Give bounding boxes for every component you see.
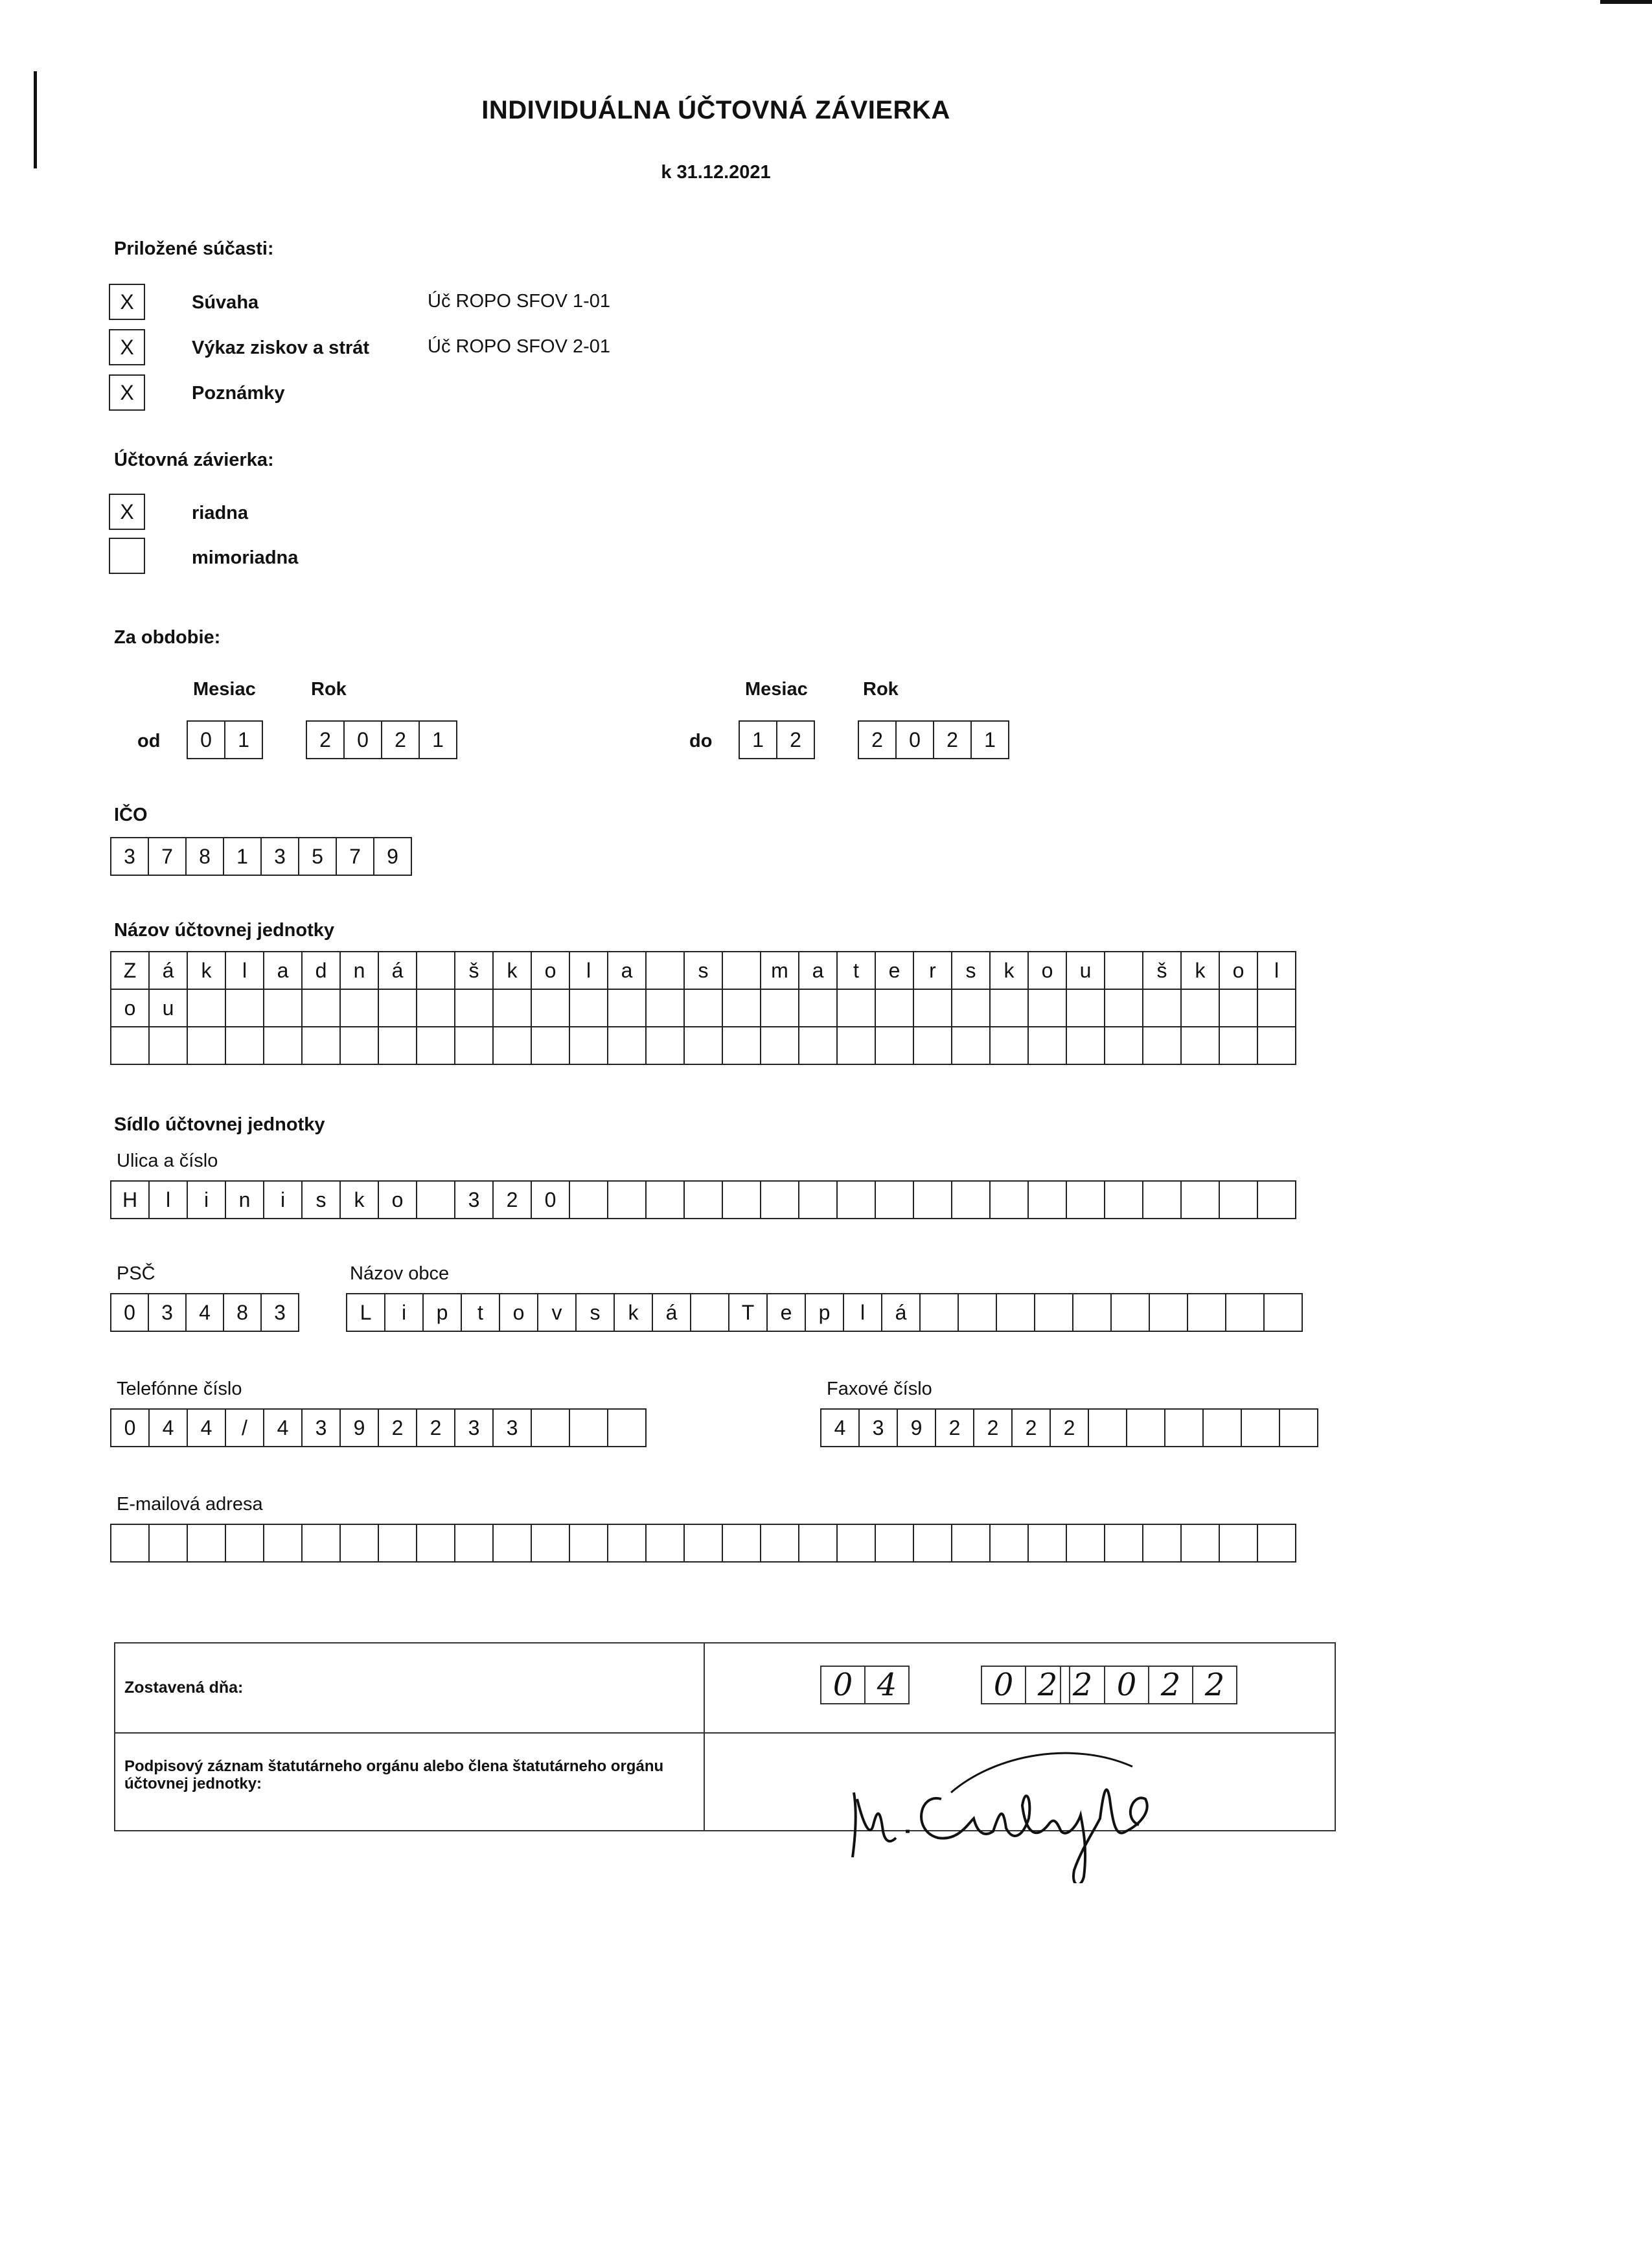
char-cell[interactable] — [1164, 1408, 1204, 1447]
char-cell[interactable]: 2 — [973, 1408, 1013, 1447]
compiled-day-grid[interactable] — [821, 1666, 910, 1704]
char-cell[interactable] — [1279, 1408, 1318, 1447]
checkbox-vykaz[interactable]: X — [109, 329, 145, 365]
char-cell[interactable] — [1219, 1524, 1258, 1563]
char-cell[interactable] — [836, 1180, 876, 1219]
char-cell[interactable]: k — [339, 1180, 379, 1219]
char-cell[interactable] — [798, 1180, 838, 1219]
char-cell[interactable] — [1202, 1408, 1242, 1447]
digit-cell[interactable]: 1 — [739, 720, 777, 759]
char-cell[interactable] — [569, 1408, 608, 1447]
char-cell[interactable]: 0 — [110, 1293, 149, 1332]
char-cell[interactable]: T — [728, 1293, 768, 1332]
compiled-month-grid[interactable] — [982, 1666, 1070, 1704]
char-cell[interactable] — [1257, 1524, 1296, 1563]
char-cell[interactable] — [1180, 1026, 1220, 1065]
char-cell[interactable] — [301, 1026, 341, 1065]
char-cell[interactable] — [187, 1524, 226, 1563]
char-cell[interactable] — [454, 1026, 494, 1065]
char-cell[interactable] — [225, 1026, 264, 1065]
char-cell[interactable] — [1142, 989, 1182, 1027]
char-cell[interactable] — [1219, 1180, 1258, 1219]
char-cell[interactable] — [645, 1180, 685, 1219]
char-cell[interactable] — [798, 989, 838, 1027]
char-cell[interactable]: á — [148, 951, 188, 990]
char-cell[interactable] — [110, 1026, 150, 1065]
char-cell[interactable] — [722, 1026, 761, 1065]
char-cell[interactable] — [996, 1293, 1035, 1332]
char-cell[interactable]: l — [569, 951, 608, 990]
char-cell[interactable] — [569, 1524, 608, 1563]
from-month-grid[interactable] — [187, 720, 263, 759]
digit-cell[interactable]: 2 — [776, 720, 815, 759]
signature-label-line-2: účtovnej jednotky: — [124, 1775, 262, 1793]
page-subtitle-date: k 31.12.2021 — [661, 162, 771, 183]
char-cell[interactable] — [110, 1524, 150, 1563]
to-label: do — [689, 731, 713, 751]
char-cell[interactable] — [1126, 1408, 1165, 1447]
checkbox-suvaha[interactable]: X — [109, 284, 145, 320]
char-cell[interactable] — [225, 1524, 264, 1563]
char-cell[interactable] — [1187, 1293, 1226, 1332]
char-cell[interactable] — [263, 1524, 303, 1563]
char-cell[interactable] — [1257, 1026, 1296, 1065]
char-cell[interactable]: / — [225, 1408, 264, 1447]
char-cell[interactable]: 7 — [148, 837, 187, 876]
char-cell[interactable] — [531, 1524, 570, 1563]
char-cell[interactable]: t — [836, 951, 876, 990]
char-cell[interactable] — [989, 1180, 1029, 1219]
char-cell[interactable]: 4 — [185, 1293, 224, 1332]
char-cell[interactable]: 1 — [223, 837, 262, 876]
handwritten-digit[interactable]: 2 — [1192, 1666, 1237, 1704]
char-cell[interactable] — [683, 1524, 723, 1563]
char-cell[interactable] — [760, 989, 799, 1027]
char-cell[interactable] — [187, 989, 226, 1027]
char-cell[interactable]: 7 — [336, 837, 374, 876]
char-cell[interactable] — [148, 1524, 188, 1563]
char-cell[interactable]: 9 — [897, 1408, 936, 1447]
char-cell[interactable] — [1104, 1524, 1143, 1563]
city-label: Názov obce — [350, 1263, 450, 1284]
char-cell[interactable]: 2 — [935, 1408, 974, 1447]
char-cell[interactable]: l — [148, 1180, 188, 1219]
char-cell[interactable]: 3 — [260, 1293, 299, 1332]
char-cell[interactable]: i — [187, 1180, 226, 1219]
char-cell[interactable] — [339, 989, 379, 1027]
char-cell[interactable]: 5 — [298, 837, 337, 876]
attachment-name-vykaz: Výkaz ziskov a strát — [192, 338, 370, 358]
entity-name-row-3[interactable] — [110, 1026, 1296, 1065]
psc-grid[interactable] — [110, 1293, 299, 1332]
char-cell[interactable] — [378, 1524, 417, 1563]
signature-label — [124, 1758, 694, 1793]
char-cell[interactable]: e — [766, 1293, 806, 1332]
char-cell[interactable] — [1219, 1026, 1258, 1065]
char-cell[interactable] — [569, 1026, 608, 1065]
handwritten-digit[interactable]: 4 — [864, 1666, 910, 1704]
char-cell[interactable] — [339, 1026, 379, 1065]
char-cell[interactable]: p — [805, 1293, 844, 1332]
phone-label: Telefónne číslo — [117, 1379, 242, 1399]
psc-label: PSČ — [117, 1263, 155, 1284]
char-cell[interactable] — [1066, 1026, 1105, 1065]
char-cell[interactable]: i — [263, 1180, 303, 1219]
char-cell[interactable]: m — [760, 951, 799, 990]
char-cell[interactable] — [1034, 1293, 1073, 1332]
entity-name-row-2[interactable] — [110, 989, 1296, 1027]
char-cell[interactable]: a — [263, 951, 303, 990]
char-cell[interactable] — [875, 1026, 914, 1065]
char-cell[interactable] — [1027, 1026, 1067, 1065]
handwritten-digit[interactable]: 2 — [1148, 1666, 1193, 1704]
char-cell[interactable] — [1142, 1524, 1182, 1563]
from-label: od — [137, 731, 161, 751]
char-cell[interactable]: L — [346, 1293, 385, 1332]
char-cell[interactable]: i — [384, 1293, 424, 1332]
char-cell[interactable]: 9 — [339, 1408, 379, 1447]
checkbox-riadna[interactable]: X — [109, 494, 145, 530]
char-cell[interactable]: l — [843, 1293, 882, 1332]
char-cell[interactable]: 9 — [373, 837, 412, 876]
seat-heading: Sídlo účtovnej jednotky — [114, 1114, 325, 1135]
signature-box — [114, 1642, 1336, 1831]
char-cell[interactable] — [454, 989, 494, 1027]
char-cell[interactable] — [569, 1180, 608, 1219]
char-cell[interactable] — [607, 1408, 647, 1447]
char-cell[interactable] — [645, 1524, 685, 1563]
compiled-date-label: Zostavená dňa: — [124, 1678, 244, 1697]
char-cell[interactable]: k — [989, 951, 1029, 990]
char-cell[interactable] — [645, 1026, 685, 1065]
digit-cell[interactable]: 0 — [895, 720, 934, 759]
char-cell[interactable] — [1257, 1180, 1296, 1219]
char-cell[interactable] — [989, 989, 1029, 1027]
char-cell[interactable] — [1104, 989, 1143, 1027]
char-cell[interactable]: 3 — [454, 1180, 494, 1219]
char-cell[interactable] — [836, 1026, 876, 1065]
char-cell[interactable] — [951, 1180, 991, 1219]
char-cell[interactable]: v — [537, 1293, 577, 1332]
phone-grid[interactable] — [110, 1408, 647, 1447]
char-cell[interactable]: o — [499, 1293, 538, 1332]
char-cell[interactable] — [531, 1026, 570, 1065]
char-cell[interactable]: u — [1066, 951, 1105, 990]
char-cell[interactable]: k — [1180, 951, 1220, 990]
char-cell[interactable]: 3 — [148, 1293, 187, 1332]
char-cell[interactable]: 4 — [187, 1408, 226, 1447]
from-year-grid[interactable] — [306, 720, 457, 759]
char-cell[interactable] — [492, 989, 532, 1027]
char-cell[interactable]: s — [575, 1293, 615, 1332]
char-cell[interactable] — [225, 989, 264, 1027]
char-cell[interactable] — [951, 989, 991, 1027]
char-cell[interactable] — [798, 1026, 838, 1065]
char-cell[interactable] — [951, 1026, 991, 1065]
to-year-label: Rok — [863, 679, 899, 700]
digit-cell[interactable]: 1 — [224, 720, 263, 759]
char-cell[interactable] — [875, 989, 914, 1027]
char-cell[interactable] — [531, 989, 570, 1027]
char-cell[interactable]: s — [301, 1180, 341, 1219]
char-cell[interactable] — [416, 1180, 455, 1219]
char-cell[interactable] — [989, 1524, 1029, 1563]
char-cell[interactable] — [607, 989, 647, 1027]
char-cell[interactable] — [378, 989, 417, 1027]
from-year-label: Rok — [311, 679, 347, 700]
char-cell[interactable] — [690, 1293, 729, 1332]
char-cell[interactable]: 4 — [820, 1408, 860, 1447]
fax-label: Faxové číslo — [827, 1379, 932, 1399]
char-cell[interactable] — [1027, 1180, 1067, 1219]
handwritten-digit[interactable]: 0 — [820, 1666, 866, 1704]
char-cell[interactable] — [836, 989, 876, 1027]
char-cell[interactable] — [1180, 989, 1220, 1027]
char-cell[interactable] — [760, 1524, 799, 1563]
digit-cell[interactable]: 2 — [933, 720, 972, 759]
char-cell[interactable]: á — [881, 1293, 921, 1332]
char-cell[interactable]: r — [913, 951, 952, 990]
char-cell[interactable]: o — [110, 989, 150, 1027]
checkbox-mimoriadna[interactable] — [109, 538, 145, 574]
char-cell[interactable] — [607, 1524, 647, 1563]
char-cell[interactable]: 2 — [492, 1180, 532, 1219]
char-cell[interactable]: n — [225, 1180, 264, 1219]
char-cell[interactable]: š — [1142, 951, 1182, 990]
char-cell[interactable] — [875, 1524, 914, 1563]
char-cell[interactable]: o — [378, 1180, 417, 1219]
char-cell[interactable] — [1110, 1293, 1150, 1332]
char-cell[interactable] — [1072, 1293, 1112, 1332]
char-cell[interactable] — [416, 1524, 455, 1563]
char-cell[interactable]: 8 — [223, 1293, 262, 1332]
city-grid[interactable] — [346, 1293, 1303, 1332]
char-cell[interactable] — [1142, 1180, 1182, 1219]
signature-box-column-divider — [704, 1644, 705, 1830]
char-cell[interactable] — [645, 951, 685, 990]
char-cell[interactable] — [951, 1524, 991, 1563]
char-cell[interactable]: 4 — [263, 1408, 303, 1447]
char-cell[interactable] — [683, 1180, 723, 1219]
char-cell[interactable]: s — [951, 951, 991, 990]
char-cell[interactable] — [187, 1026, 226, 1065]
attachment-code-suvaha: Úč ROPO SFOV 1-01 — [428, 291, 611, 312]
char-cell[interactable]: e — [875, 951, 914, 990]
attachment-name-poznamky: Poznámky — [192, 383, 285, 404]
char-cell[interactable]: l — [225, 951, 264, 990]
char-cell[interactable]: k — [187, 951, 226, 990]
char-cell[interactable] — [836, 1524, 876, 1563]
char-cell[interactable] — [1104, 1180, 1143, 1219]
char-cell[interactable]: a — [607, 951, 647, 990]
char-cell[interactable] — [683, 989, 723, 1027]
char-cell[interactable]: 8 — [185, 837, 224, 876]
to-month-grid[interactable] — [739, 720, 815, 759]
char-cell[interactable]: l — [1257, 951, 1296, 990]
handwritten-signature — [828, 1728, 1243, 1883]
char-cell[interactable] — [1180, 1524, 1220, 1563]
email-grid[interactable] — [110, 1524, 1296, 1563]
char-cell[interactable] — [919, 1293, 959, 1332]
char-cell[interactable] — [531, 1408, 570, 1447]
char-cell[interactable] — [913, 1180, 952, 1219]
char-cell[interactable]: H — [110, 1180, 150, 1219]
char-cell[interactable]: s — [683, 951, 723, 990]
entity-name-heading: Názov účtovnej jednotky — [114, 920, 335, 941]
char-cell[interactable]: Z — [110, 951, 150, 990]
char-cell[interactable]: 4 — [148, 1408, 188, 1447]
char-cell[interactable]: d — [301, 951, 341, 990]
attachment-name-suvaha: Súvaha — [192, 292, 259, 313]
digit-cell[interactable]: 1 — [970, 720, 1009, 759]
char-cell[interactable]: 3 — [492, 1408, 532, 1447]
char-cell[interactable] — [1027, 1524, 1067, 1563]
fax-grid[interactable] — [820, 1408, 1318, 1447]
char-cell[interactable] — [913, 1026, 952, 1065]
char-cell[interactable]: 2 — [1011, 1408, 1051, 1447]
char-cell[interactable]: a — [798, 951, 838, 990]
scan-edge-mark — [1600, 0, 1652, 4]
char-cell[interactable]: k — [492, 951, 532, 990]
char-cell[interactable] — [263, 989, 303, 1027]
char-cell[interactable]: u — [148, 989, 188, 1027]
char-cell[interactable] — [722, 1524, 761, 1563]
char-cell[interactable] — [1257, 989, 1296, 1027]
char-cell[interactable] — [913, 1524, 952, 1563]
char-cell[interactable] — [958, 1293, 997, 1332]
char-cell[interactable]: o — [531, 951, 570, 990]
ico-heading: IČO — [114, 805, 148, 825]
char-cell[interactable] — [339, 1524, 379, 1563]
char-cell[interactable] — [1180, 1180, 1220, 1219]
char-cell[interactable] — [492, 1524, 532, 1563]
char-cell[interactable]: á — [378, 951, 417, 990]
char-cell[interactable]: 3 — [110, 837, 149, 876]
char-cell[interactable] — [1225, 1293, 1265, 1332]
char-cell[interactable] — [378, 1026, 417, 1065]
char-cell[interactable] — [1104, 951, 1143, 990]
char-cell[interactable] — [722, 1180, 761, 1219]
checkbox-poznamky[interactable]: X — [109, 374, 145, 411]
char-cell[interactable] — [722, 951, 761, 990]
char-cell[interactable]: o — [1219, 951, 1258, 990]
ico-grid[interactable] — [110, 837, 412, 876]
handwritten-digit[interactable]: 0 — [1104, 1666, 1149, 1704]
char-cell[interactable] — [760, 1026, 799, 1065]
char-cell[interactable]: 3 — [454, 1408, 494, 1447]
char-cell[interactable] — [1066, 1524, 1105, 1563]
digit-cell[interactable]: 0 — [187, 720, 225, 759]
handwritten-digit[interactable]: 0 — [981, 1666, 1026, 1704]
char-cell[interactable] — [989, 1026, 1029, 1065]
char-cell[interactable] — [1027, 989, 1067, 1027]
char-cell[interactable] — [760, 1180, 799, 1219]
char-cell[interactable] — [722, 989, 761, 1027]
char-cell[interactable]: 0 — [110, 1408, 150, 1447]
digit-cell[interactable]: 2 — [858, 720, 897, 759]
char-cell[interactable] — [416, 989, 455, 1027]
char-cell[interactable] — [645, 989, 685, 1027]
char-cell[interactable] — [1066, 1180, 1105, 1219]
char-cell[interactable] — [875, 1180, 914, 1219]
street-grid[interactable] — [110, 1180, 1296, 1219]
char-cell[interactable] — [416, 951, 455, 990]
char-cell[interactable] — [301, 1524, 341, 1563]
handwritten-digit[interactable]: 2 — [1060, 1666, 1105, 1704]
char-cell[interactable] — [1066, 989, 1105, 1027]
char-cell[interactable]: 2 — [1050, 1408, 1089, 1447]
char-cell[interactable] — [1241, 1408, 1280, 1447]
char-cell[interactable]: š — [454, 951, 494, 990]
digit-cell[interactable]: 1 — [419, 720, 457, 759]
char-cell[interactable] — [607, 1180, 647, 1219]
char-cell[interactable] — [798, 1524, 838, 1563]
char-cell[interactable] — [683, 1026, 723, 1065]
handwritten-digit[interactable]: 2 — [1025, 1666, 1070, 1704]
char-cell[interactable] — [454, 1524, 494, 1563]
digit-cell[interactable]: 2 — [306, 720, 345, 759]
attachment-code-vykaz: Úč ROPO SFOV 2-01 — [428, 336, 611, 357]
char-cell[interactable] — [1263, 1293, 1303, 1332]
char-cell[interactable]: o — [1027, 951, 1067, 990]
closing-option-riadna: riadna — [192, 503, 249, 523]
char-cell[interactable] — [607, 1026, 647, 1065]
compiled-year-grid[interactable] — [1061, 1666, 1237, 1704]
char-cell[interactable] — [1088, 1408, 1127, 1447]
attachments-heading: Priložené súčasti: — [114, 238, 274, 259]
char-cell[interactable]: p — [422, 1293, 462, 1332]
period-heading: Za obdobie: — [114, 627, 221, 648]
char-cell[interactable]: n — [339, 951, 379, 990]
char-cell[interactable] — [492, 1026, 532, 1065]
page-title: INDIVIDUÁLNA ÚČTOVNÁ ZÁVIERKA — [481, 96, 950, 124]
char-cell[interactable]: 3 — [260, 837, 299, 876]
closing-heading: Účtovná závierka: — [114, 450, 274, 470]
email-label: E-mailová adresa — [117, 1494, 263, 1515]
digit-cell[interactable]: 2 — [381, 720, 420, 759]
from-month-label: Mesiac — [193, 679, 256, 700]
closing-option-mimoriadna: mimoriadna — [192, 547, 299, 568]
char-cell[interactable] — [301, 989, 341, 1027]
char-cell[interactable]: 2 — [378, 1408, 417, 1447]
char-cell[interactable]: 2 — [416, 1408, 455, 1447]
char-cell[interactable]: 0 — [531, 1180, 570, 1219]
char-cell[interactable] — [263, 1026, 303, 1065]
char-cell[interactable] — [1149, 1293, 1188, 1332]
char-cell[interactable] — [1142, 1026, 1182, 1065]
char-cell[interactable]: k — [614, 1293, 653, 1332]
char-cell[interactable] — [1219, 989, 1258, 1027]
char-cell[interactable]: 3 — [858, 1408, 898, 1447]
char-cell[interactable] — [1104, 1026, 1143, 1065]
char-cell[interactable]: 3 — [301, 1408, 341, 1447]
char-cell[interactable] — [569, 989, 608, 1027]
char-cell[interactable]: t — [461, 1293, 500, 1332]
char-cell[interactable] — [913, 989, 952, 1027]
street-label: Ulica a číslo — [117, 1151, 218, 1171]
digit-cell[interactable]: 0 — [343, 720, 382, 759]
entity-name-row-1[interactable] — [110, 951, 1296, 990]
char-cell[interactable] — [148, 1026, 188, 1065]
to-month-label: Mesiac — [745, 679, 808, 700]
char-cell[interactable]: á — [652, 1293, 691, 1332]
signature-label-line-1: Podpisový záznam štatutárneho orgánu alebo člena štatutárneho orgánu — [124, 1758, 664, 1775]
char-cell[interactable] — [416, 1026, 455, 1065]
to-year-grid[interactable] — [858, 720, 1009, 759]
